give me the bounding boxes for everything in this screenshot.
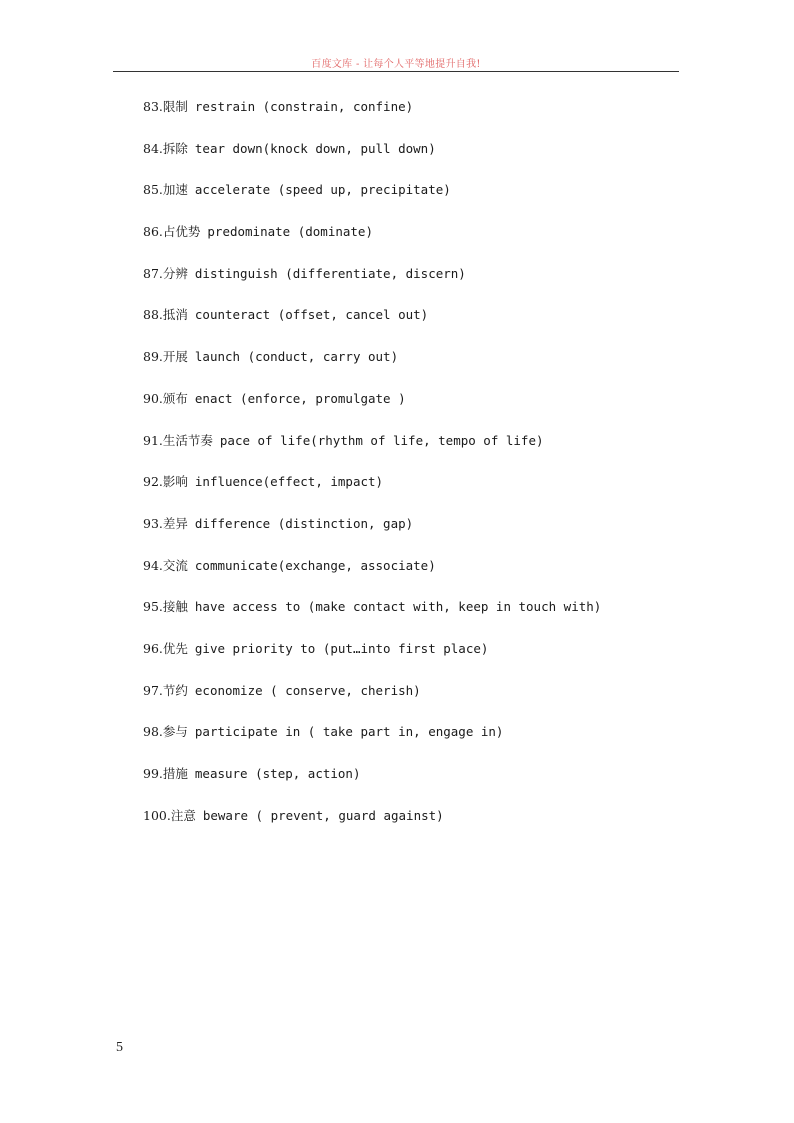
entry-chinese: 接触 bbox=[162, 599, 188, 615]
entry-number: 94. bbox=[143, 557, 163, 573]
entry-english: give priority to (put…into first place) bbox=[194, 640, 489, 656]
entry-chinese: 占优势 bbox=[162, 224, 201, 240]
entry-chinese: 参与 bbox=[162, 724, 188, 740]
list-item bbox=[143, 639, 703, 681]
list-item bbox=[143, 97, 703, 139]
entry-number: 88. bbox=[143, 307, 163, 323]
list-item bbox=[143, 681, 703, 723]
entry-chinese: 生活节奏 bbox=[162, 432, 213, 448]
list-item bbox=[143, 764, 703, 806]
entry-english: distinguish (differentiate, discern) bbox=[194, 265, 466, 281]
entry-number: 89. bbox=[143, 349, 163, 365]
entry-chinese: 颁布 bbox=[162, 390, 188, 406]
entry-number: 98. bbox=[143, 724, 163, 740]
page-number: 5 bbox=[116, 1040, 123, 1055]
list-item bbox=[143, 722, 703, 764]
entry-chinese: 措施 bbox=[162, 766, 188, 781]
entry-number: 90. bbox=[143, 390, 163, 406]
list-item bbox=[143, 556, 703, 598]
entry-number: 85. bbox=[143, 182, 163, 198]
list-item bbox=[143, 139, 703, 181]
list-item bbox=[143, 806, 703, 848]
entry-chinese: 交流 bbox=[162, 557, 188, 573]
entry-number: 97. bbox=[143, 682, 163, 698]
list-item bbox=[143, 347, 703, 389]
entry-chinese: 限制 bbox=[162, 99, 188, 114]
entry-english: participate in ( take part in, engage in) bbox=[194, 724, 504, 740]
entry-english: communicate(exchange, associate) bbox=[194, 557, 436, 573]
entry-english: influence(effect, impact) bbox=[194, 474, 384, 490]
entry-chinese: 注意 bbox=[170, 807, 196, 823]
list-item bbox=[143, 514, 703, 556]
entry-english: measure (step, action) bbox=[194, 766, 361, 781]
entry-number: 95. bbox=[143, 599, 163, 615]
entry-english: enact (enforce, promulgate ) bbox=[194, 390, 406, 406]
entry-chinese: 差异 bbox=[162, 515, 188, 531]
entry-number: 91. bbox=[143, 432, 163, 448]
header-divider bbox=[113, 71, 679, 72]
list-item bbox=[143, 264, 703, 306]
entry-number: 100. bbox=[143, 807, 171, 823]
entry-english: predominate (dominate) bbox=[207, 224, 373, 240]
entry-chinese: 优先 bbox=[162, 640, 188, 656]
entry-english: launch (conduct, carry out) bbox=[194, 349, 399, 365]
list-item bbox=[143, 389, 703, 431]
list-item bbox=[143, 222, 703, 264]
entry-english: pace of life(rhythm of life, tempo of life) bbox=[219, 432, 544, 448]
entry-english: accelerate (speed up, precipitate) bbox=[194, 182, 451, 198]
entry-english: difference (distinction, gap) bbox=[194, 515, 414, 531]
entry-number: 87. bbox=[143, 265, 163, 281]
entry-number: 93. bbox=[143, 515, 163, 531]
entry-english: counteract (offset, cancel out) bbox=[194, 307, 429, 323]
entry-chinese: 开展 bbox=[162, 349, 188, 365]
entry-english: have access to (make contact with, keep in touch with) bbox=[194, 599, 602, 615]
entry-number: 96. bbox=[143, 640, 163, 656]
page-header-text: 百度文库 - 让每个人平等地提升自我! bbox=[311, 59, 481, 70]
list-item bbox=[143, 180, 703, 222]
entry-chinese: 节约 bbox=[162, 682, 188, 698]
entry-number: 84. bbox=[143, 140, 163, 156]
list-item bbox=[143, 431, 703, 473]
vocabulary-list bbox=[143, 97, 703, 847]
entry-chinese: 影响 bbox=[162, 474, 188, 490]
entry-english: restrain (constrain, confine) bbox=[194, 99, 414, 114]
entry-number: 92. bbox=[143, 474, 163, 490]
list-item bbox=[143, 472, 703, 514]
entry-chinese: 加速 bbox=[162, 182, 188, 198]
entry-chinese: 拆除 bbox=[162, 140, 188, 156]
entry-english: economize ( conserve, cherish) bbox=[194, 682, 421, 698]
entry-number: 86. bbox=[143, 224, 163, 240]
list-item bbox=[143, 305, 703, 347]
entry-chinese: 抵消 bbox=[162, 307, 188, 323]
entry-english: tear down(knock down, pull down) bbox=[194, 140, 436, 156]
entry-number: 99. bbox=[143, 766, 163, 781]
list-item bbox=[143, 597, 703, 639]
entry-chinese: 分辨 bbox=[162, 265, 188, 281]
entry-english: beware ( prevent, guard against) bbox=[202, 807, 444, 823]
entry-number: 83. bbox=[143, 99, 163, 114]
